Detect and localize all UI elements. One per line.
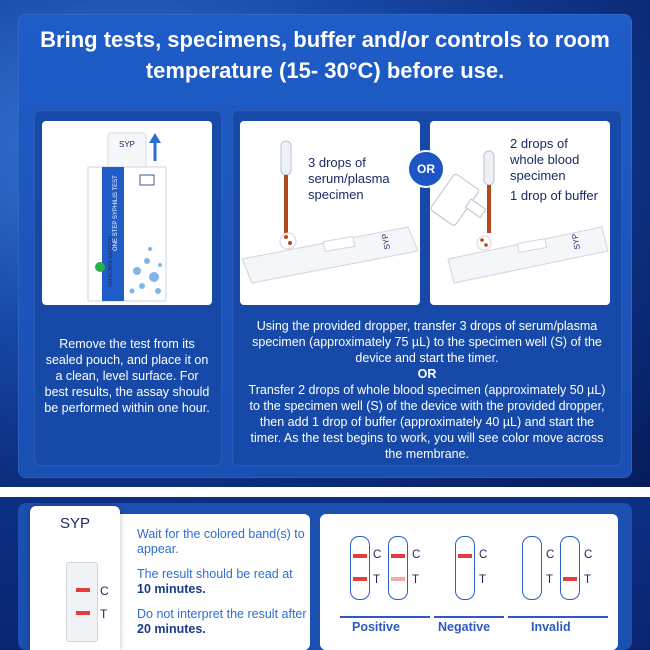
brand-text: SAFECARE BIOTECH [108,236,114,287]
test-band [353,577,367,581]
strip-c-label: C [412,549,421,561]
strip-c-label: C [373,549,382,561]
c-mark: C [100,584,109,598]
strip-t-label: T [412,574,420,586]
test-pouch-illustration [42,121,212,305]
device-syp-label: SYP [59,515,90,532]
strip-t-label: T [373,574,381,586]
invalid-strip-2 [560,536,580,600]
arrow-up-icon [149,133,161,161]
dont-text [137,607,307,637]
device-result-window [66,562,98,642]
serum-label: 3 drops of serum/plasma specimen [308,155,390,202]
step2-caption-serum: Using the provided dropper, transfer 3 drops of serum/plasma specimen (approximately 75 µL) to the specimen well (S) of the device and start the timer. [252,319,602,365]
test-band [563,577,577,581]
positive-divider [340,616,430,618]
strip-c-label: C [479,549,488,561]
dont-text-pre: Do not interpret the result after [137,607,307,621]
t-mark: T [100,607,108,621]
buffer-label: 1 drop of buffer [510,188,598,203]
device-label-right: SYP [570,232,582,251]
or-badge: OR [407,150,445,188]
dont-time: 20 minutes. [137,622,206,636]
brand-logo-icon [95,262,105,272]
strip-t-label: T [584,574,592,586]
strip-c-label: C [546,549,555,561]
positive-strip-2 [388,536,408,600]
step1-photo [42,121,212,305]
faint-test-band [391,577,405,581]
invalid-strip-1 [522,536,542,600]
headline: Bring tests, specimens, buffer and/or controls to room temperature (15- 30°C) before use. [40,27,610,83]
control-line [76,588,90,592]
positive-label: Positive [352,620,400,634]
buffer-bottle-icon [430,173,493,235]
serum-dropper-illustration [240,121,420,305]
negative-label: Negative [438,620,491,634]
positive-strip-1 [350,536,370,600]
step1-caption: Remove the test from its sealed pouch, and place it on a clean, level surface. For best results, the assay should be performed within one hour. [44,337,210,415]
negative-strip [455,536,475,600]
test-line [76,611,90,615]
read-text-pre: The result should be read at [137,567,293,581]
strip-c-label: C [584,549,593,561]
device-syp-text: SYP [118,140,136,149]
device-label-mid: SYP [380,232,392,251]
step2-serum-photo [240,121,420,305]
negative-divider [434,616,504,618]
control-band [353,554,367,558]
strip-t-label: T [546,574,554,586]
step2-caption-blood: Transfer 2 drops of whole blood specimen (approximately 50 µL) to the specimen well (S) of the device with the provided dropper, then add 1 drop of buffer (approximately 40 µL) and start the timer. As the test begins to work, you will see color move across the membrane. [248,383,606,461]
blood-label: 2 drops of whole blood specimen [510,136,580,183]
step2-caption-or: OR [417,367,437,381]
wait-text: Wait for the colored band(s) to appear. [137,527,305,556]
control-band [458,554,472,558]
read-text [137,567,307,597]
read-time: 10 minutes. [137,582,206,596]
control-band [391,554,405,558]
pouch-text: ONE STEP SYPHILIS TEST [113,175,119,251]
strip-t-label: T [479,574,487,586]
invalid-divider [508,616,608,618]
step2-caption [244,318,610,462]
invalid-label: Invalid [531,620,571,634]
